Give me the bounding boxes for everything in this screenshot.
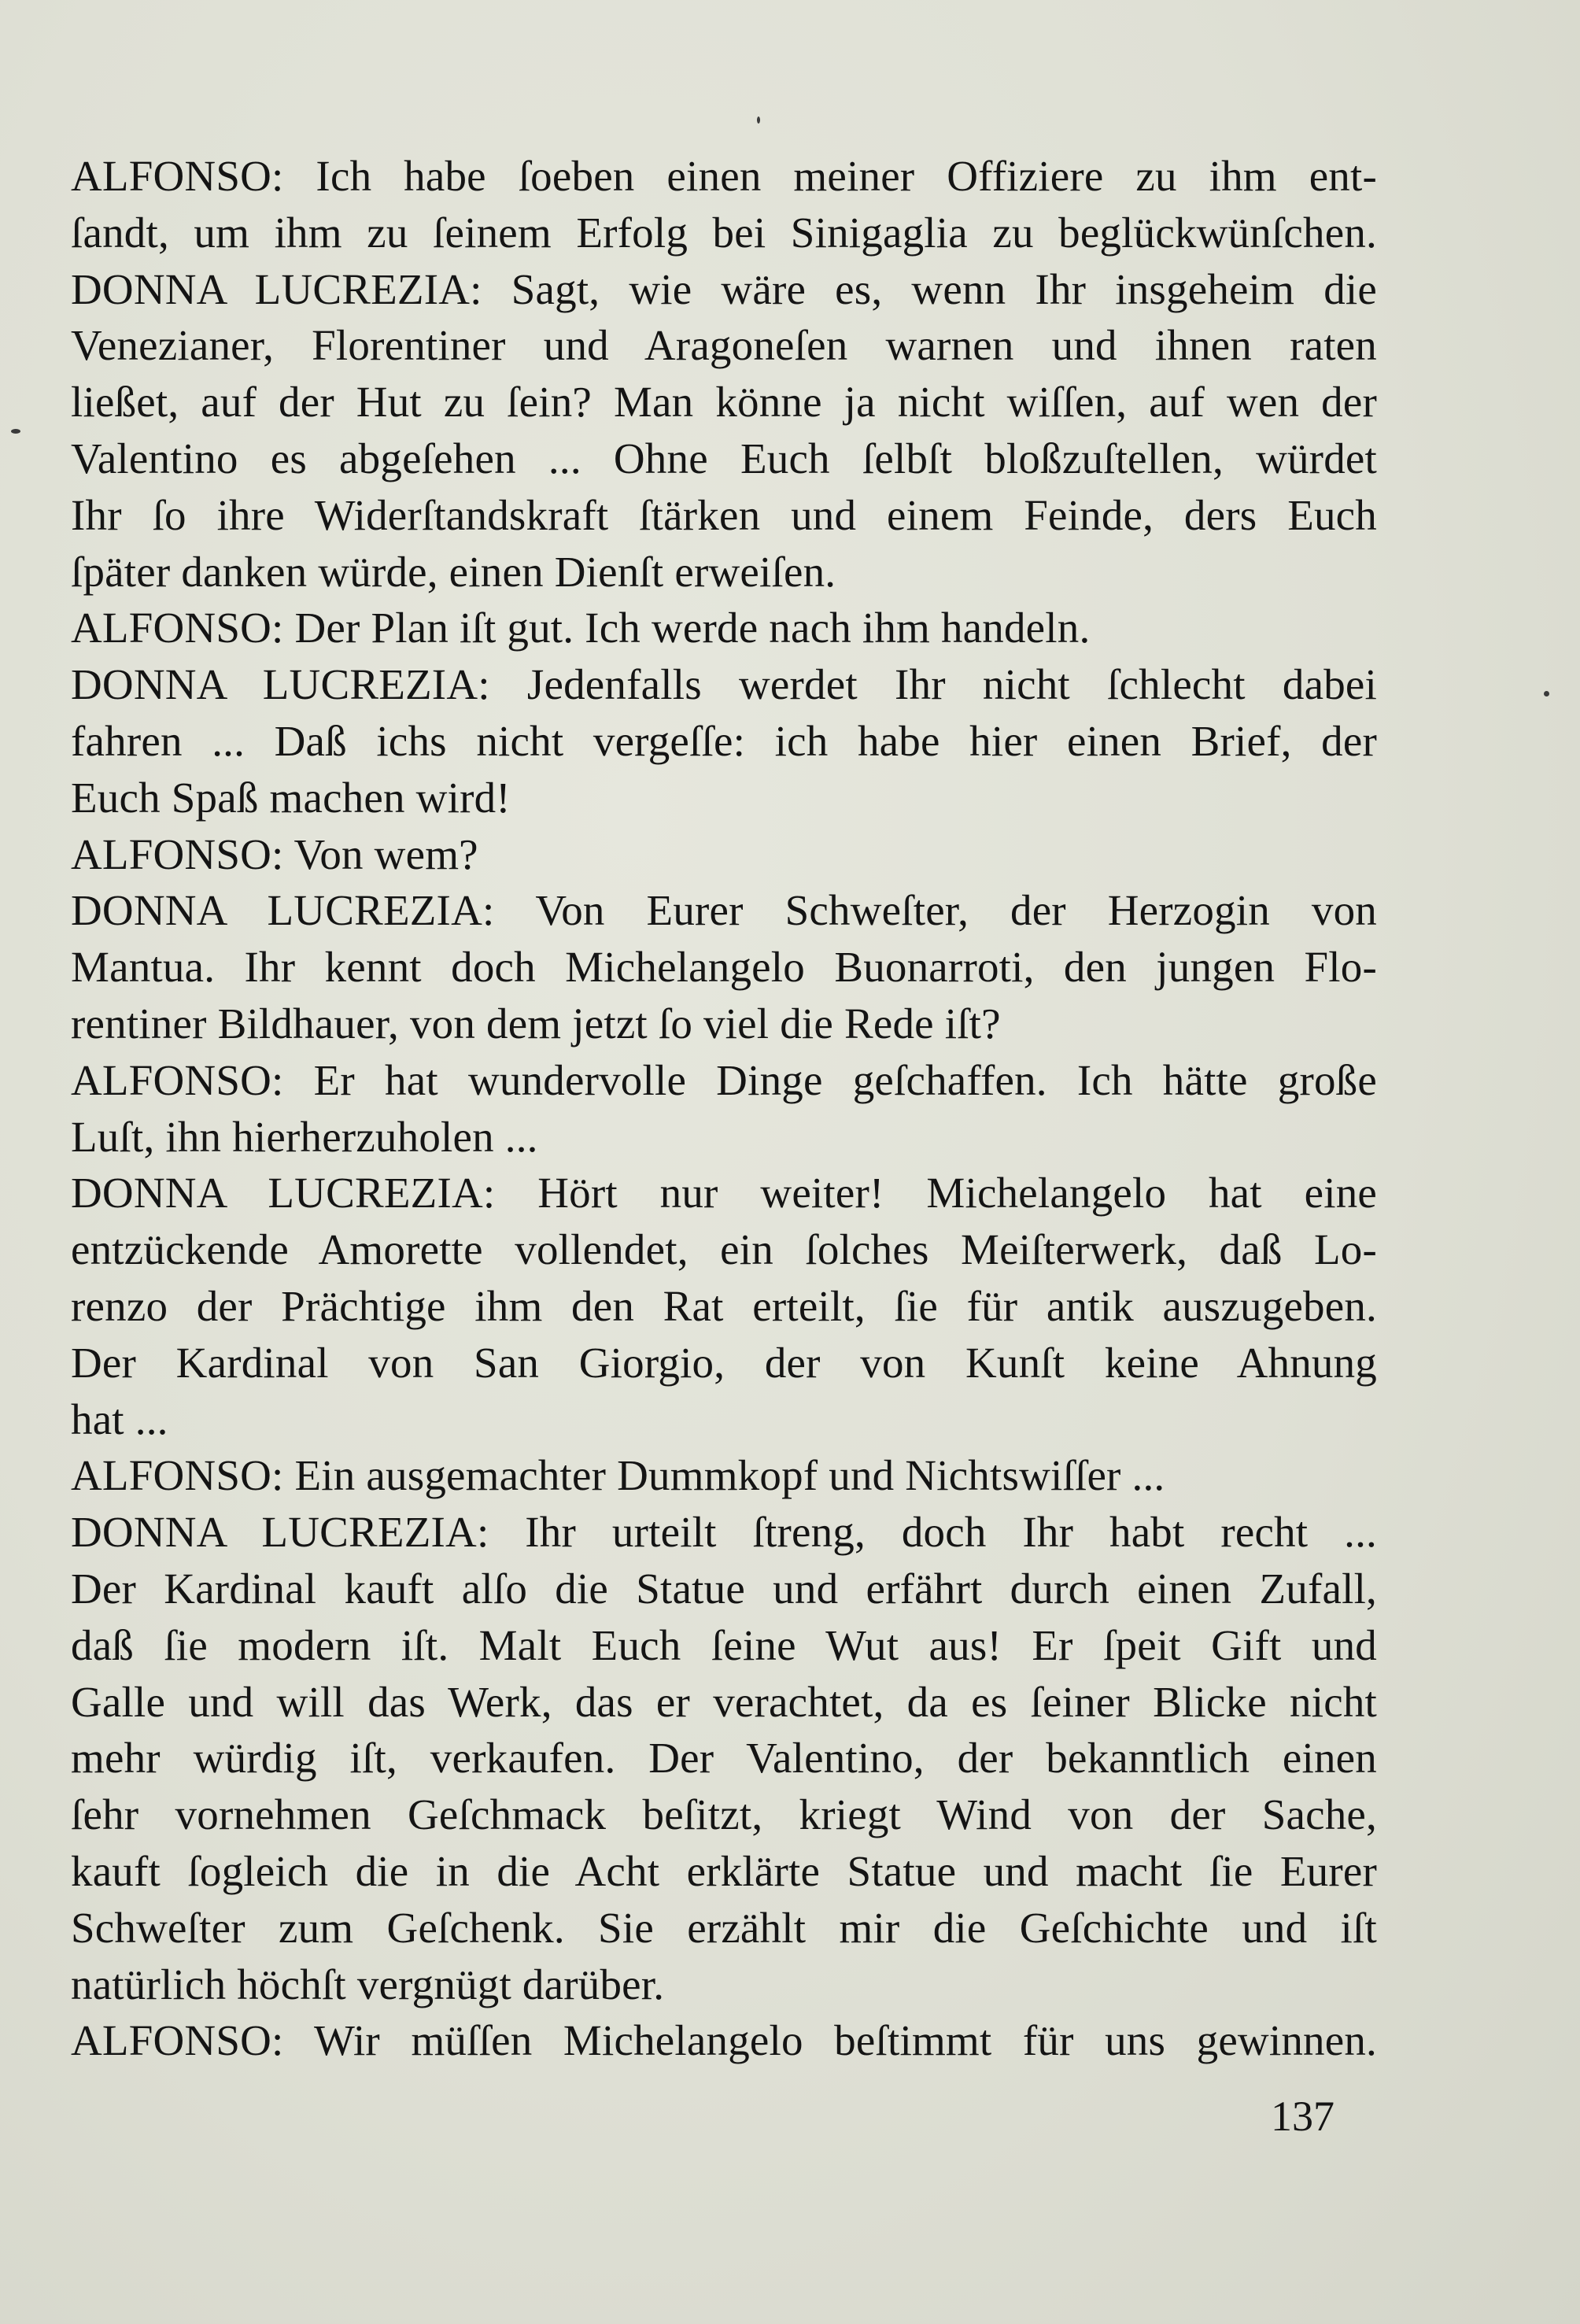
text-line: ſehr vornehmen Geſchmack beſitzt, kriegt Wind von der Sache, <box>71 1790 1377 1839</box>
text-line: Schweſter zum Geſchenk. Sie erzählt mir die Geſchichte und iſt <box>71 1903 1377 1952</box>
text-line: ſandt, um ihm zu ſeinem Erfolg bei Sinigaglia zu beglückwünſchen. <box>71 208 1377 257</box>
text-line: Valentino es abgeſehen ... Ohne Euch ſelbſt bloßzuſtellen, würdet <box>71 434 1377 482</box>
print-speck <box>1544 691 1549 696</box>
text-line: Der Kardinal von San Giorgio, der von Kunſt keine Ahnung <box>71 1338 1377 1387</box>
text-line: daß ſie modern iſt. Malt Euch ſeine Wut aus! Er ſpeit Gift und <box>71 1620 1377 1669</box>
text-line: DONNA LUCREZIA: Jedenfalls werdet Ihr nicht ſchlecht dabei <box>71 660 1377 709</box>
text-line: Galle und will das Werk, das er verachtet, da es ſeiner Blicke nicht <box>71 1677 1377 1726</box>
text-line: Euch Spaß machen wird! <box>71 773 511 822</box>
text-line: ſpäter danken würde, einen Dienſt erweiſen. <box>71 547 836 596</box>
print-speck <box>757 116 760 124</box>
text-line: natürlich höchſt vergnügt darüber. <box>71 1960 665 2008</box>
text-line: ALFONSO: Er hat wundervolle Dinge geſchaffen. Ich hätte große <box>71 1055 1377 1104</box>
text-line: ließet, auf der Hut zu ſein? Man könne ja nicht wiſſen, auf wen der <box>71 378 1377 427</box>
text-line: ALFONSO: Ein ausgemachter Dummkopf und Nichtswiſſer ... <box>71 1451 1165 1500</box>
text-line: DONNA LUCREZIA: Sagt, wie wäre es, wenn Ihr insgeheim die <box>71 264 1377 313</box>
text-line: ALFONSO: Der Plan iſt gut. Ich werde nach ihm handeln. <box>71 604 1091 652</box>
text-line: hat ... <box>71 1395 168 1443</box>
text-line: DONNA LUCREZIA: Von Eurer Schweſter, der Herzogin von <box>71 886 1377 935</box>
text-line: rentiner Bildhauer, von dem jetzt ſo viel die Rede iſt? <box>71 999 1001 1047</box>
text-line: Ihr ſo ihre Widerſtandskraft ſtärken und einem Feinde, ders Euch <box>71 490 1377 539</box>
text-line: fahren ... Daß ichs nicht vergeſſe: ich habe hier einen Brief, der <box>71 716 1377 765</box>
text-line: renzo der Prächtige ihm den Rat erteilt, ſie für antik auszugeben. <box>71 1281 1377 1330</box>
text-line: kauft ſogleich die in die Acht erklärte Statue und macht ſie Eurer <box>71 1846 1377 1895</box>
text-line: Venezianer, Florentiner und Aragoneſen warnen und ihnen raten <box>71 321 1377 370</box>
text-line: entzückende Amorette vollendet, ein ſolches Meiſterwerk, daß Lo- <box>71 1225 1377 1274</box>
page-number: 137 <box>1271 2093 1335 2140</box>
text-line: ALFONSO: Von wem? <box>71 829 478 878</box>
text-line: ALFONSO: Wir müſſen Michelangelo beſtimmt für uns gewinnen. <box>71 2016 1377 2065</box>
text-line: Der Kardinal kauft alſo die Statue und erfährt durch einen Zufall, <box>71 1564 1377 1613</box>
text-line: DONNA LUCREZIA: Ihr urteilt ſtreng, doch Ihr habt recht ... <box>71 1508 1377 1557</box>
text-line: mehr würdig iſt, verkaufen. Der Valentino, der bekanntlich einen <box>71 1734 1377 1783</box>
page-text <box>71 148 1377 2069</box>
text-line: Luſt, ihn hierherzuholen ... <box>71 1112 538 1161</box>
text-line: ALFONSO: Ich habe ſoeben einen meiner Offiziere zu ihm ent- <box>71 152 1377 200</box>
text-line: DONNA LUCREZIA: Hört nur weiter! Michelangelo hat eine <box>71 1169 1377 1217</box>
text-line: Mantua. Ihr kennt doch Michelangelo Buonarroti, den jungen Flo- <box>71 943 1377 992</box>
print-speck <box>11 429 20 434</box>
